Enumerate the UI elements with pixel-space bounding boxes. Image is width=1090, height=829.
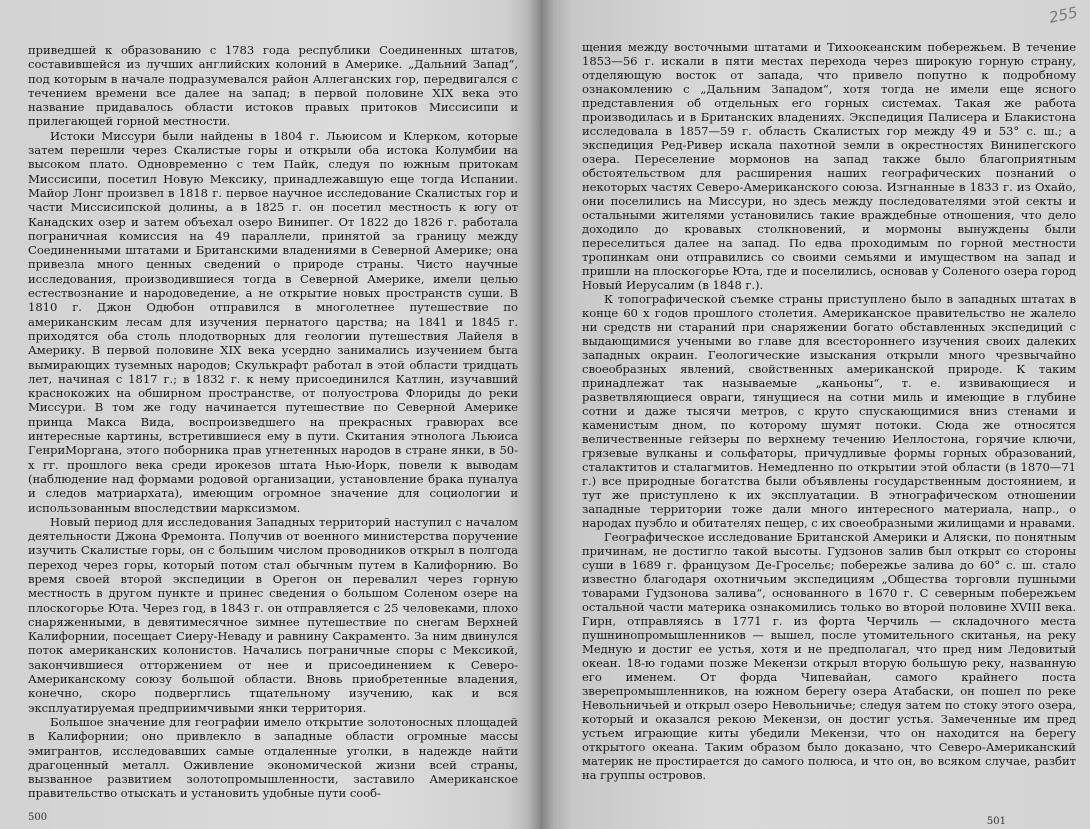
left-page xyxy=(0,0,540,829)
right-page xyxy=(540,0,1090,829)
page-number-right: 501 xyxy=(986,816,1006,827)
book-gutter-shadow xyxy=(528,0,554,829)
page-number-left: 500 xyxy=(28,812,48,823)
paragraph: щения между восточными штатами и Тихоокеанским побережьем. В течение 1853—56 г. искали в пяти местах перехода через широкую горную страну, отделяющую восток от запада, что привело попутно к подробному ознакомлению с „Дальним Западом“, хотя тогда не имели еще ясного представления об отдельных его горных системах. Такая же работа производилась и в Британских владениях. Экспедиция Палисера и Блакистона исследовала в 1857—59 г. область Скалистых гор между 49 и 53° с. ш.; а экспедиция Ред-Ривер искала пахотной земли в окрестностях Винипегского озера. Переселение мормонов на запад также было благоприятным обстоятельством для расширения наших географических познаний о некоторых частях Северо-Американского союза. Изгнанные в 1833 г. из Охайо, они поселились на Миссури, но здесь между последователями этой секты и остальными жителями установились такие враждебные отношения, что дело доходило до кровавых столкновений, и мормоны вынуждены были переселиться далее на запад. По едва проходимым по горной местности тропинкам они отправились со своими семьями и имуществом на запад и пришли на плоскогорье Юта, где и поселились, основав у Соленого озера город Новый Иерусалим (в 1848 г.). xyxy=(582,40,1076,292)
right-page-text xyxy=(582,40,1076,782)
handwritten-folio-mark: 255 xyxy=(1047,3,1080,27)
paragraph: приведшей к образованию с 1783 года республики Соединенных штатов, составившейся из лучших английских колоний в Америке. „Дальний Запад“, под которым в начале подразумевался район Аллеганских гор, передвигался с течением времени все далее на запад; в первой половине XIX века это название придавалось области истоков правых притоков Миссисипи и прилегающей горной местности. xyxy=(28,43,518,129)
paragraph: Большое значение для географии имело открытие золотоносных площадей в Калифорнии; оно привлекло в западные области огромные массы эмигрантов, исследовавших самые отдаленные уголки, в надежде найти драгоценный металл. Оживление экономической жизни всей страны, вызванное развитием золотопромышленности, заставило Американское правительство отыскать и установить удобные пути сооб- xyxy=(28,714,518,801)
paragraph: Новый период для исследования Западных территорий наступил с началом деятельности Джона Фремонта. Получив от военного министерства поручение изучить Скалистые горы, он с большим числом проводников открыл в полгода переход через горы, который потом стал обычным путем в Калифорнию. Во время своей второй экспедиции в Орегон он перевалил через горную местность в другом пункте и принес сведения о большом Соленом озере на плоскогорье Юта. Через год, в 1843 г. он отправляется с 25 человеками, плохо снаряженными, в девятимесячное зимнее путешествие по снегам Верхней Калифорнии, посещает Сиеру-Неваду и равнину Сакраменто. За ним двинулся поток американских колонистов. Начались пограничные споры с Мексикой, закончившиеся отторжением от нее и присоединением к Северо-Американскому союзу большой области. Вновь приобретенные владения, конечно, скоро подверглись тщательному изучению, как и вся эксплуатируемая предприимчивыми янки территория. xyxy=(28,514,518,715)
left-page-text xyxy=(28,43,518,801)
paragraph: Географическое исследование Британской Америки и Аляски, по понятным причинам, не достигло такой высоты. Гудзонов залив был открыт со стороны суши в 1689 г. французом Де-Гросельє; побережье залива до 60° с. ш. стало известно благодаря охотничьим экспедициям „Общества торговли пушными товарами Гудзонова залива“, основанного в 1670 г. С северным побережьем остальной части материка ознакомились только во второй половине XVIII века. Гирн, отправляясь в 1771 г. из форта Черчиль — складочного места пушнинопромышленников — вышел, после утомительного скитанья, на реку Медную и достиг ее устья, хотя и не предполагал, что пред ним Ледовитый океан. 18-ю годами позже Мекензи открыл вторую большую реку, названную его именем. От форда Чипевайан, самого крайнего поста зверепромышленников, на южном берегу озера Атабаски, он пошел по реке Невольничьей и открыл озеро Невольничье; следуя затем по стоку этого озера, который и оказался рекою Мекензи, он достиг устья. Замеченные им пред устьем играющие киты убедили Мекензи, что он находится на берегу открытого океана. Таким образом было доказано, что Северо-Американский материк не простирается до самого полюса, и что он, во всяком случае, разбит на группы островов. xyxy=(582,530,1076,782)
paragraph: Истоки Миссури были найдены в 1804 г. Льюисом и Клерком, которые затем перешли через Скалистые горы и открыли оба истока Колумбии на высоком плато. Одновременно с тем Пайк, следуя по южным притокам Миссисипи, посетил Новую Мексику, принадлежавшую еще тогда Испании. Майор Лонг произвел в 1818 г. первое научное исследование Скалистых гор и части Миссисипской долины, а в 1825 г. он посетил местность к югу от Канадских озер и затем объехал озеро Винипег. От 1822 до 1826 г. работала пограничная комиссия на 49 параллели, принятой за границу между Соединенными штатами и Британскими владениями в Северной Америке; она привезла много ценных сведений о природе страны. Чисто научные исследования, производившиеся тогда в Северной Америке, имели целью естествознание и народоведение, а не открытие новых пространств суши. В 1810 г. Джон Одюбон отправился в многолетнее путешествие по американским лесам для изучения пернатого царства; на 1841 и 1845 г. приходятся оба столь плодотворных для геологии путешествия Лайеля в Америку. В первой половине XIX века усердно занимались изучением быта вымирающих туземных народов; Скулькрафт работал в этой области тридцать лет, начиная с 1817 г.; в 1832 г. к нему присоединился Катлин, изучавший краснокожих на обширном пространстве, от полуострова Флориды до реки Миссури. В том же году начинается путешествие по Северной Америке принца Макса Вида, воспроизведшего на прекрасных гравюрах все интересные картины, встретившиеся ему в пути. Скитания этнолога Льюиса ГенриМоргана, этого поборника прав угнетенных народов в стране янки, в 50-х гг. прошлого века среди ирокезов штата Нью-Иорк, повели к выводам (наблюдение над формами родовой организации, установление брака пуналуа и следов матриархата), имеющим огромное значение для социологии и использованным впоследствии марксизмом. xyxy=(28,128,518,515)
paragraph: К топографической съемке страны приступлено было в западных штатах в конце 60 х годов прошлого столетия. Американское правительство не жалело ни средств ни стараний при снаряжении богато обставленных экспедиций с выдающимися учеными во главе для всестороннего изучения своих далеких западных окраин. Геологические изыскания открыли много чрезвычайно своеобразных явлений, свойственных американской природе. К таким принадлежат так называемые „каньоны“, т. е. извивающиеся и разветвляющиеся овраги, тянущиеся на сотни миль и имеющие в глубине сотни и даже тысячи метров, с круто спускающимися вниз стенами и каменистым дном, по которому шумят потоки. Сюда же относятся величественные гейзеры по верхнему течению Иеллостона, горячие ключи, грязевые вулканы и сольфатоpы, причудливые формы горных образований, сталактитов и сталагмитов. Немедленно по открытии этой области (в 1870—71 г.) все природные богатства были объявлены государственным достоянием, и тут же приступлено к их эксплуатации. В этнографическом отношении западные территории тоже дали много интересного материала, напр., о народах пуэбло и обитателях пещер, с их своеобразными жилищами и нравами. xyxy=(582,292,1076,530)
